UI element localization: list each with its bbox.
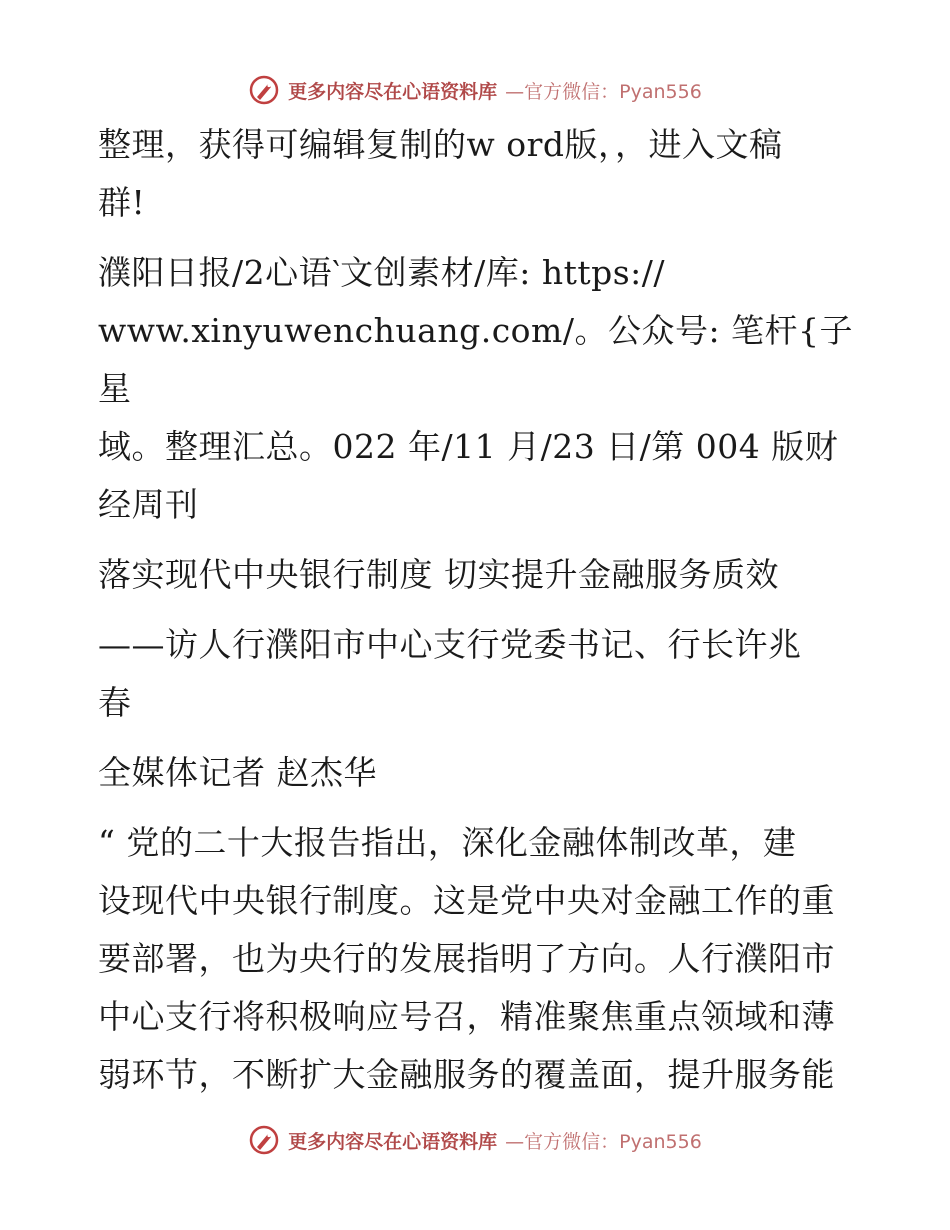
text-line: ——访人行濮阳市中心支行党委书记、行长许兆: [98, 625, 802, 664]
text-line: 濮阳日报/2心语‵文创素材/库: https://: [98, 253, 666, 292]
paragraph-source: [98, 244, 854, 534]
text-line: www.xinyuwenchuang.com/。公众号: 笔杆{子星: [98, 311, 854, 408]
text-line: 要部署，也为央行的发展指明了方向。人行濮阳市: [98, 939, 835, 978]
article-title: [98, 546, 854, 604]
banner-main-text: 更多内容尽在心语资料库: [288, 1130, 498, 1153]
pen-nib-logo-icon: [248, 74, 280, 106]
pen-nib-logo-icon: [248, 1124, 280, 1156]
text-line: 经周刊: [98, 485, 199, 524]
text-line: 弱环节，不断扩大金融服务的覆盖面，提升服务能: [98, 1055, 835, 1094]
text-line: 中心支行将积极响应号召，精准聚焦重点领域和薄: [98, 997, 835, 1036]
text-line: 落实现代中央银行制度 切实提升金融服务质效: [98, 555, 779, 594]
text-line: “ 党的二十大报告指出，深化金融体制改革，建: [98, 823, 797, 862]
paragraph-body: [98, 814, 854, 1104]
text-line: 整理，获得可编辑复制的w ord版，，进入文稿: [98, 125, 783, 164]
header-watermark-banner: [0, 70, 950, 110]
banner-main-text: 更多内容尽在心语资料库: [288, 80, 498, 103]
text-line: 全媒体记者 赵杰华: [98, 753, 377, 792]
footer-watermark-banner: [0, 1120, 950, 1160]
article-subtitle: [98, 616, 854, 732]
article-byline: [98, 744, 854, 802]
text-line: 设现代中央银行制度。这是党中央对金融工作的重: [98, 881, 835, 920]
paragraph-intro: [98, 116, 854, 232]
text-line: 域。整理汇总。022 年/11 月/23 日/第 004 版财: [98, 427, 839, 466]
document-body: [98, 116, 854, 1104]
text-line: 群!: [98, 183, 146, 222]
banner-sub-text: —官方微信：Pyan556: [505, 80, 702, 103]
text-line: 春: [98, 683, 132, 722]
banner-sub-text: —官方微信：Pyan556: [505, 1130, 702, 1153]
